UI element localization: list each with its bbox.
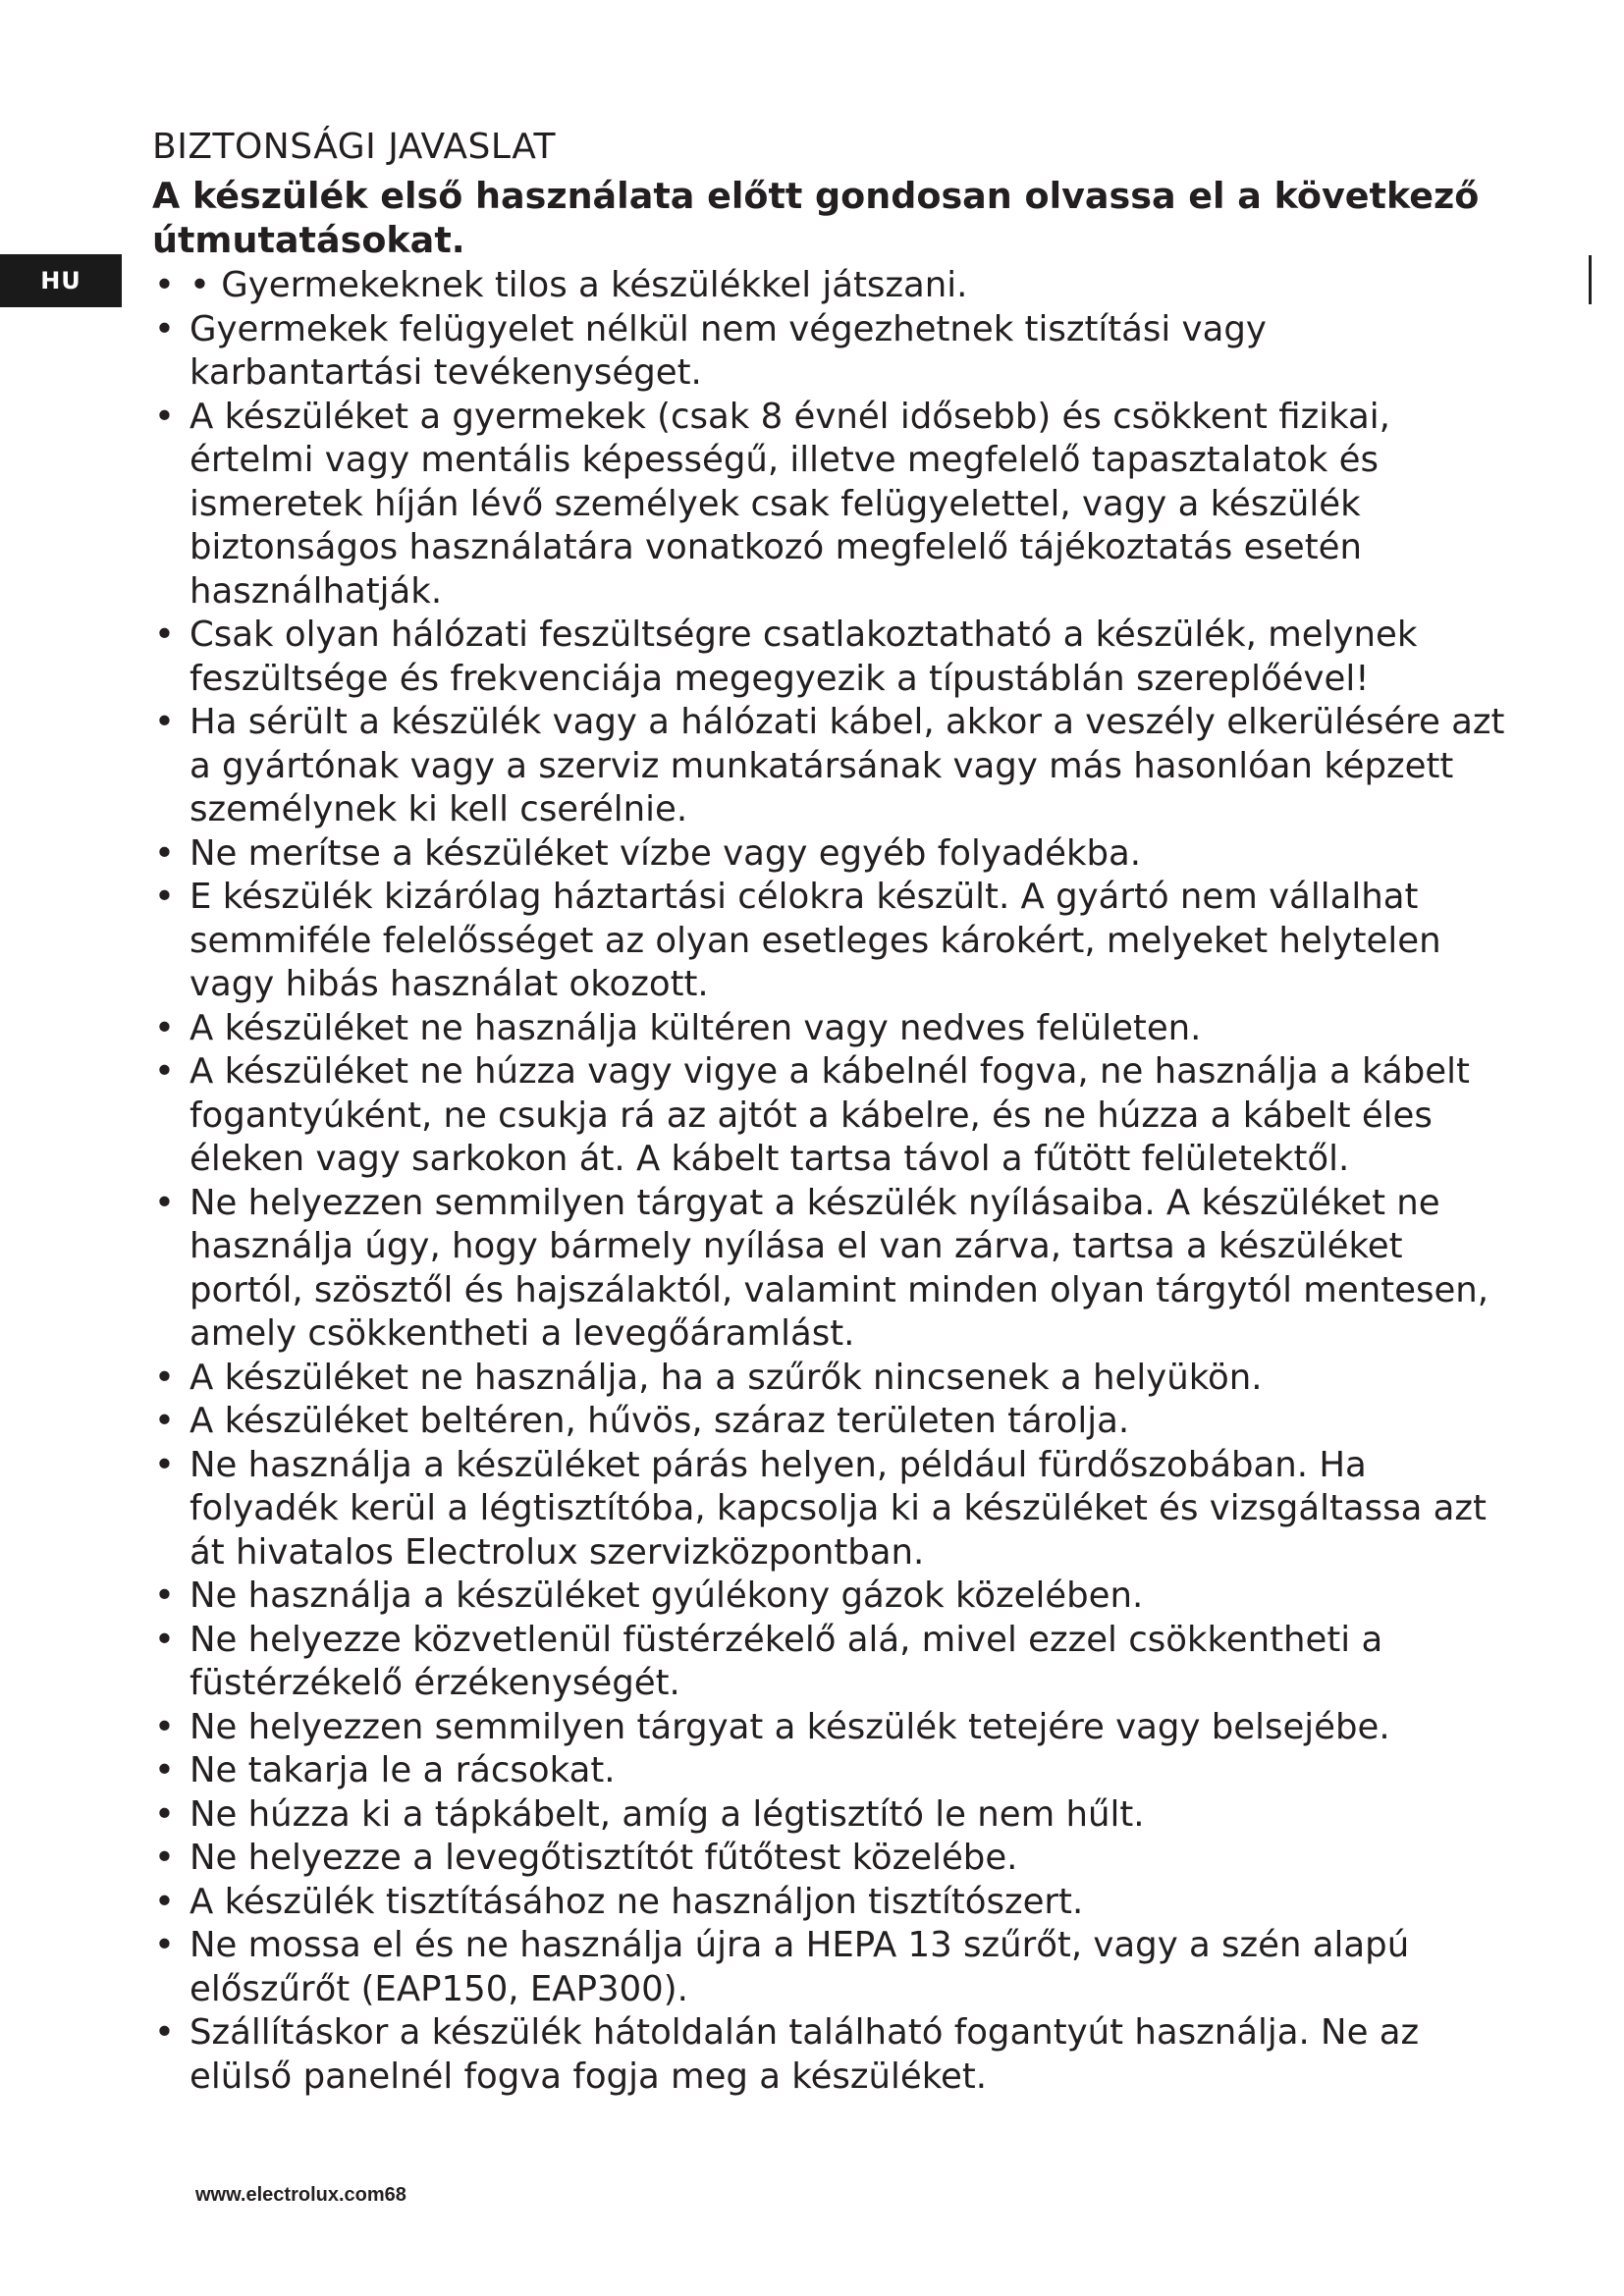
- bullet-icon: •: [154, 1051, 175, 1092]
- safety-rule-item: [152, 1749, 1507, 1793]
- bullet-icon: •: [154, 1706, 175, 1747]
- safety-rule-text: Ne helyezze közvetlenül füstérzékelő alá, mivel ezzel csökkentheti a füstérzékelő érzékenységét.: [189, 1619, 1383, 1703]
- bullet-icon: •: [154, 614, 175, 655]
- safety-rule-text: Ne húzza ki a tápkábelt, amíg a légtisztító le nem hűlt.: [189, 1793, 1145, 1835]
- safety-rule-item: [152, 614, 1507, 701]
- bullet-icon: •: [154, 396, 175, 437]
- safety-rule-text: Ne használja a készüléket gyúlékony gázok közelében.: [189, 1575, 1144, 1616]
- bullet-icon: •: [154, 265, 175, 305]
- section-intro: A készülék első használata előtt gondosan olvassa el a következő útmutatásokat.: [152, 175, 1480, 261]
- bullet-icon: •: [154, 308, 175, 349]
- safety-rule-item: [152, 396, 1507, 614]
- safety-rule-item: [152, 832, 1507, 877]
- safety-rule-text: A készüléket beltéren, hűvös, száraz területen tárolja.: [189, 1401, 1130, 1441]
- safety-section: [152, 125, 1507, 2099]
- safety-rule-item: [152, 264, 1507, 308]
- footer-url-page: www.electrolux.com68: [195, 2184, 406, 2206]
- safety-rule-item: [152, 1793, 1507, 1838]
- safety-rule-item: [152, 1837, 1507, 1881]
- safety-rule-item: [152, 701, 1507, 832]
- safety-rule-item: [152, 1575, 1507, 1619]
- bullet-icon: •: [154, 1925, 175, 1965]
- bullet-icon: •: [154, 1881, 175, 1922]
- safety-rule-item: [152, 1706, 1507, 1750]
- safety-rule-item: [152, 1050, 1507, 1182]
- bullet-icon: •: [154, 1401, 175, 1441]
- bullet-icon: •: [154, 702, 175, 742]
- safety-rule-item: [152, 308, 1507, 396]
- safety-rule-text: A készüléket ne húzza vagy vigye a kábelnél fogva, ne használja a kábelt fogantyúként, ne csukja rá az ajtót a kábelre, és ne húzza a kábelt éles éleken vagy sarkokon át. A kábelt tartsa távol a fűtött felületektől.: [189, 1051, 1470, 1179]
- safety-rule-text: Ne helyezzen semmilyen tárgyat a készülék tetejére vagy belsejébe.: [189, 1706, 1390, 1747]
- safety-rule-text: Gyermekek felügyelet nélkül nem végezhetnek tisztítási vagy karbantartási tevékenységet.: [189, 308, 1267, 393]
- bullet-icon: •: [154, 1838, 175, 1878]
- safety-rule-item: [152, 1619, 1507, 1706]
- safety-rule-text: E készülék kizárólag háztartási célokra készült. A gyártó nem vállalhat semmiféle felelősséget az olyan esetleges károkért, melyeket helytelen vagy hibás használat okozott.: [189, 877, 1441, 1004]
- safety-rule-text: Ne helyezzen semmilyen tárgyat a készülék nyílásaiba. A készüléket ne használja úgy, hogy bármely nyílása el van zárva, tartsa a készüléket portól, szösztől és hajszálaktól, valamint minden olyan tárgytól mentesen, amely csökkentheti a levegőáramlást.: [189, 1182, 1489, 1354]
- bullet-icon: •: [154, 877, 175, 917]
- safety-rule-text: Ne takarja le a rácsokat.: [189, 1750, 616, 1790]
- safety-rule-item: [152, 876, 1507, 1007]
- safety-rule-text: Ne merítse a készüléket vízbe vagy egyéb folyadékba.: [189, 832, 1142, 874]
- bullet-icon: •: [154, 1007, 175, 1048]
- safety-rule-text: • Gyermekeknek tilos a készülékkel játszani.: [189, 265, 968, 305]
- language-tab: HU: [0, 254, 122, 307]
- bullet-icon: •: [154, 1357, 175, 1398]
- safety-rule-item: [152, 1007, 1507, 1051]
- bullet-icon: •: [154, 1182, 175, 1223]
- page-edge-marker: [1589, 255, 1592, 304]
- bullet-icon: •: [154, 1793, 175, 1835]
- safety-rules-list: [152, 264, 1507, 2099]
- safety-rule-text: Ne használja a készüléket párás helyen, például fürdőszobában. Ha folyadék kerül a légtisztítóba, kapcsolja ki a készüléket és vizsgáltassa azt át hivatalos Electrolux szervizközpontban.: [189, 1444, 1487, 1573]
- bullet-icon: •: [154, 2012, 175, 2053]
- safety-rule-text: A készüléket a gyermekek (csak 8 évnél idősebb) és csökkent fizikai, értelmi vagy mentális képességű, illetve megfelelő tapasztalatok és ismeretek híján lévő személyek csak felügyelettel, vagy a készülék biztonságos használatára vonatkozó megfelelő tájékoztatás esetén használhatják.: [189, 396, 1390, 612]
- safety-rule-text: Ne mossa el és ne használja újra a HEPA 13 szűrőt, vagy a szén alapú előszűrőt (EAP150, EAP300).: [189, 1925, 1410, 2009]
- safety-rule-item: [152, 1924, 1507, 2011]
- safety-rule-text: Ne helyezze a levegőtisztítót fűtőtest közelébe.: [189, 1838, 1018, 1878]
- bullet-icon: •: [154, 1619, 175, 1660]
- bullet-icon: •: [154, 1575, 175, 1616]
- safety-rule-text: Csak olyan hálózati feszültségre csatlakoztatható a készülék, melynek feszültsége és frekvenciája megegyezik a típustáblán szereplőével!: [189, 614, 1418, 699]
- safety-rule-item: [152, 2011, 1507, 2099]
- safety-rule-text: Ha sérült a készülék vagy a hálózati kábel, akkor a veszély elkerülésére azt a gyártónak vagy a szerviz munkatársának vagy más hasonlóan képzett személynek ki kell cserélnie.: [189, 702, 1505, 829]
- safety-rule-text: A készüléket ne használja, ha a szűrők nincsenek a helyükön.: [189, 1357, 1263, 1398]
- section-title: BIZTONSÁGI JAVASLAT: [152, 127, 557, 167]
- safety-rule-item: [152, 1444, 1507, 1575]
- safety-rule-text: A készülék tisztításához ne használjon tisztítószert.: [189, 1881, 1084, 1922]
- safety-rule-item: [152, 1881, 1507, 1925]
- bullet-icon: •: [154, 1750, 175, 1790]
- bullet-icon: •: [154, 1444, 175, 1485]
- safety-rule-text: A készüléket ne használja kültéren vagy nedves felületen.: [189, 1007, 1202, 1048]
- safety-rule-item: [152, 1357, 1507, 1401]
- safety-rule-text: Szállításkor a készülék hátoldalán található fogantyút használja. Ne az elülső panelnél fogva fogja meg a készüléket.: [189, 2012, 1420, 2097]
- safety-rule-item: [152, 1400, 1507, 1444]
- safety-rule-item: [152, 1182, 1507, 1357]
- bullet-icon: •: [154, 832, 175, 874]
